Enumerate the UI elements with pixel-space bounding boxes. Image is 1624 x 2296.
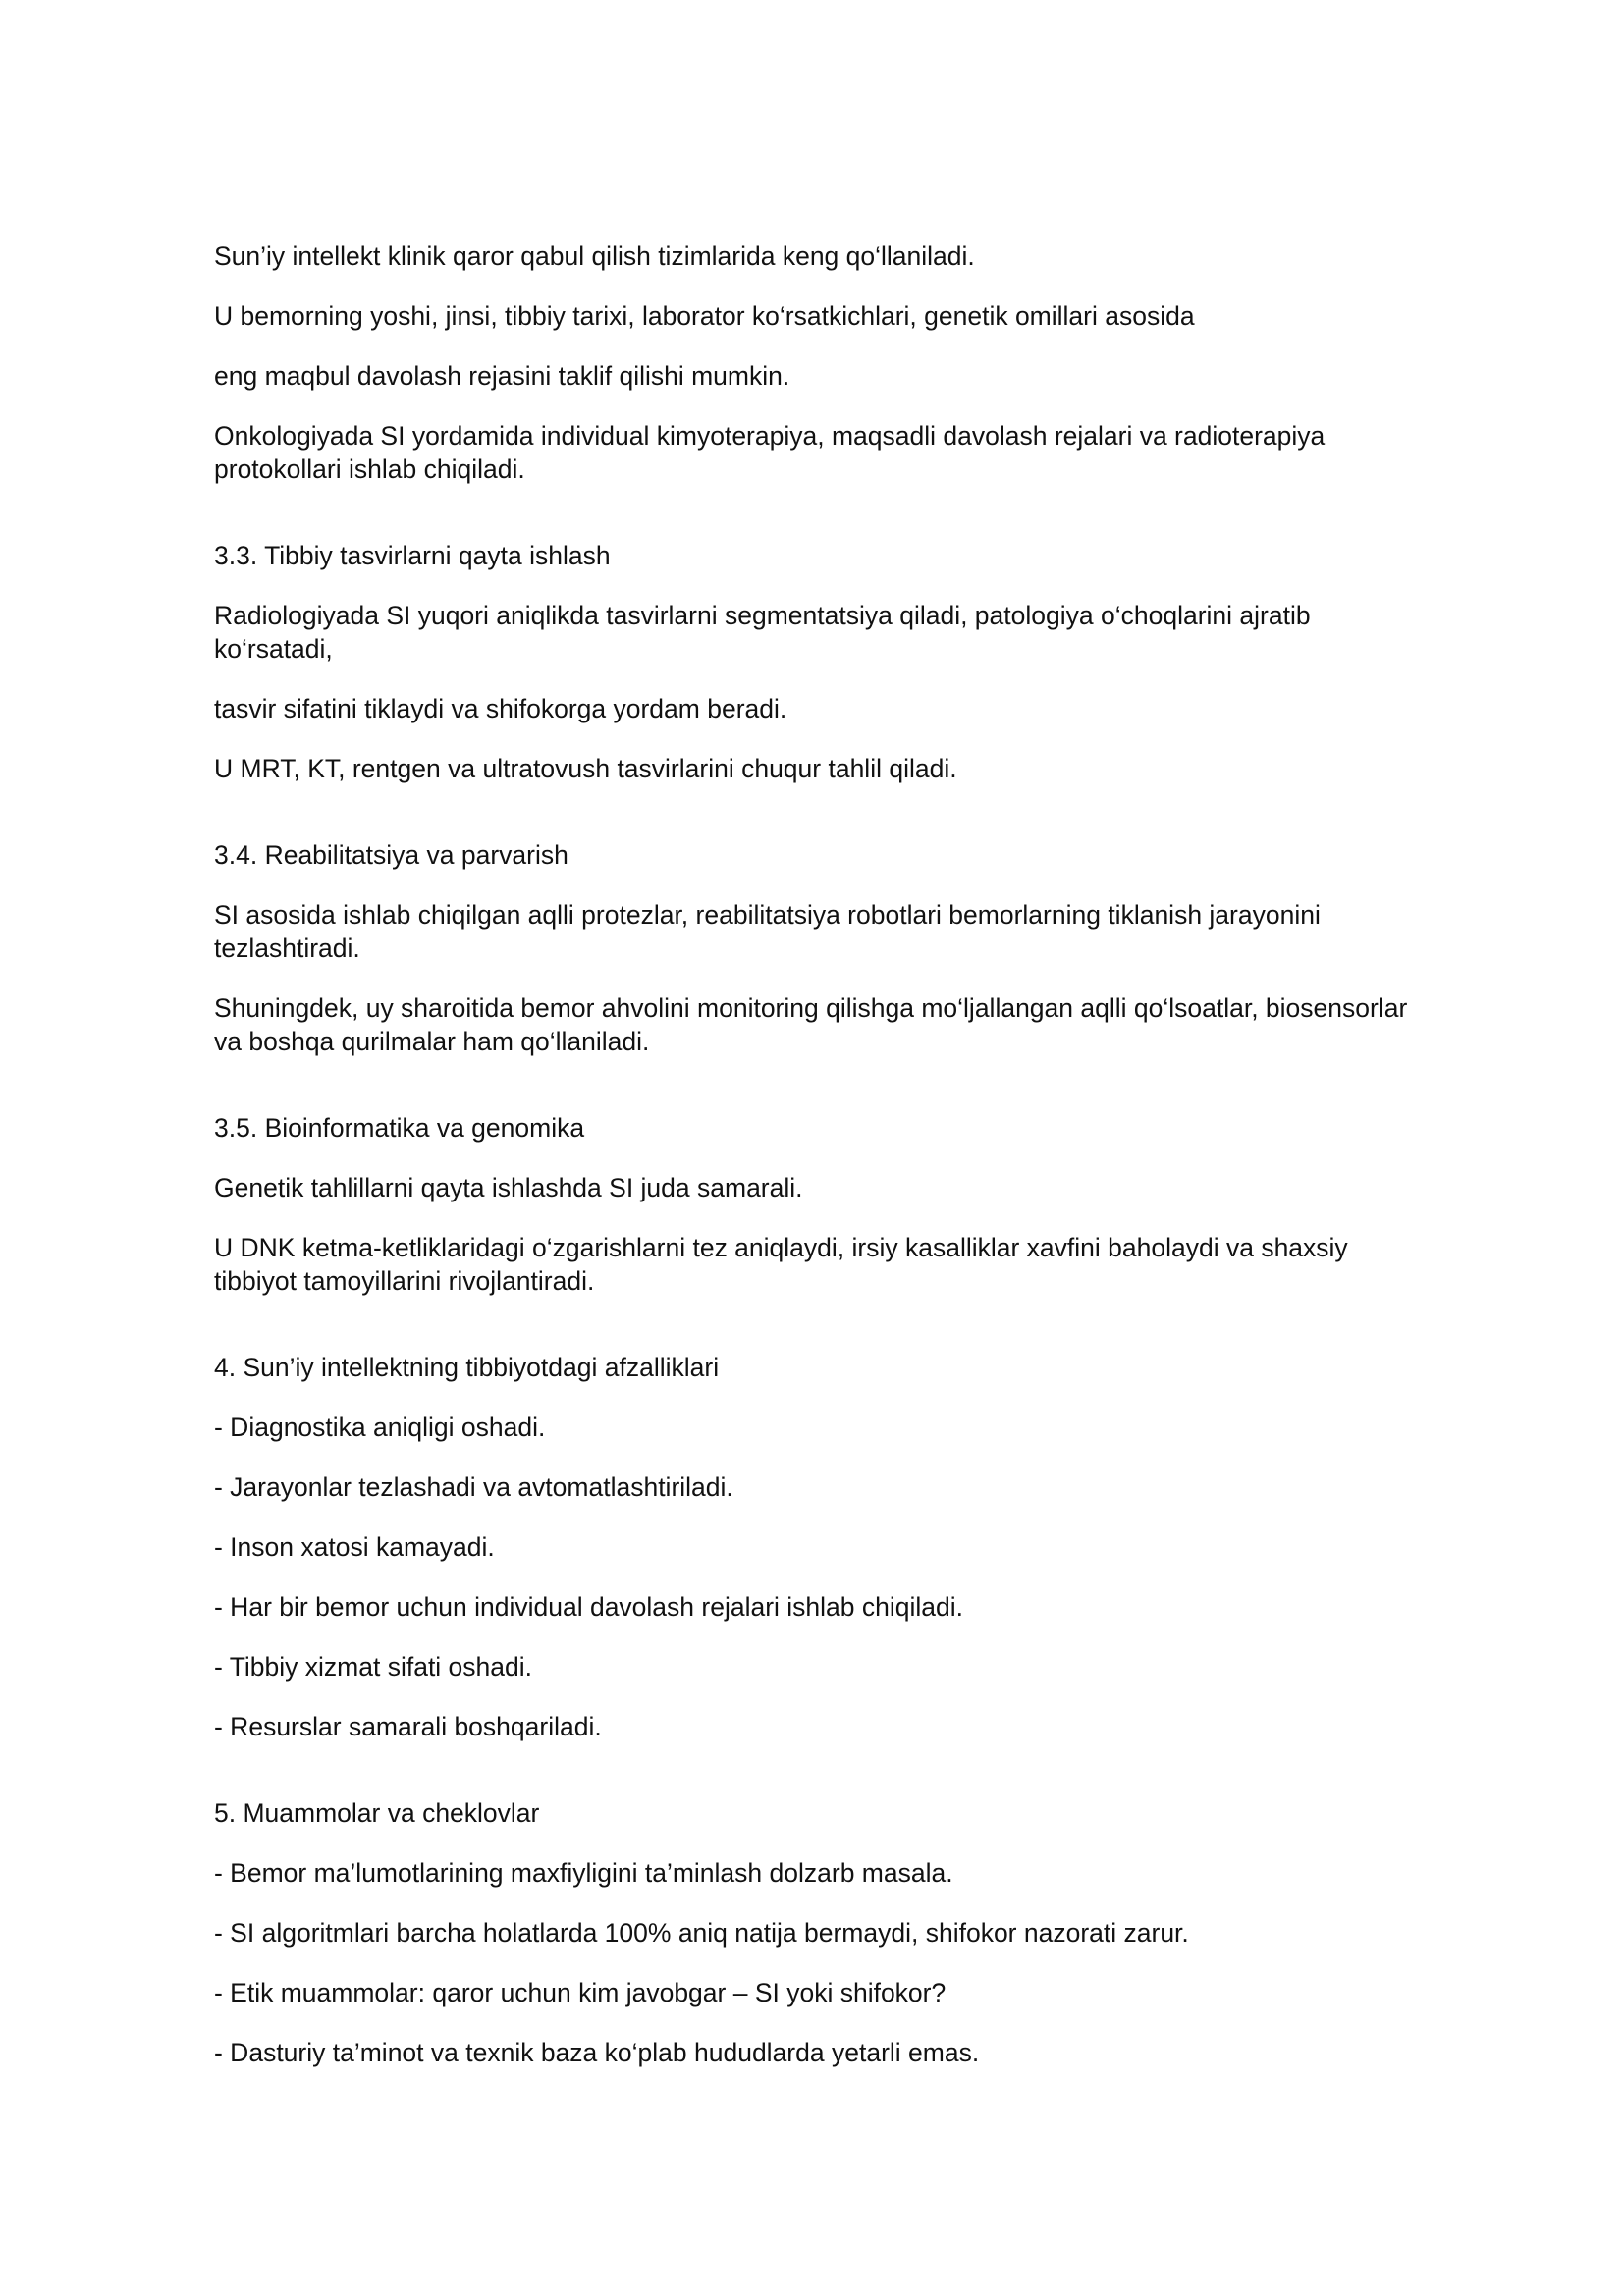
document-page xyxy=(214,240,1432,2096)
list-item-advantage: - Resurslar samarali boshqariladi. xyxy=(214,1712,602,1741)
section-heading-3-4: 3.4. Reabilitatsiya va parvarish xyxy=(214,840,568,870)
list-item-problem: - Dasturiy ta’minot va texnik baza ko‘plab hududlarda yetarli emas. xyxy=(214,2038,980,2067)
paragraph-genetics: Genetik tahlillarni qayta ishlashda SI juda samarali. xyxy=(214,1173,803,1202)
list-item-problem: - Bemor ma’lumotlarining maxfiyligini ta’minlash dolzarb masala. xyxy=(214,1858,953,1888)
paragraph-patient-factors: U bemorning yoshi, jinsi, tibbiy tarixi, laborator ko‘rsatkichlari, genetik omillari asosida xyxy=(214,301,1195,331)
list-item-problem: - SI algoritmlari barcha holatlarda 100% aniq natija bermaydi, shifokor nazorati zarur. xyxy=(214,1918,1189,1948)
paragraph-dna: U DNK ketma-ketliklaridagi o‘zgarishlarni tez aniqlaydi, irsiy kasalliklar xavfini baholaydi va shaxsiy tibbiyot tamoyillarini rivojlantiradi. xyxy=(214,1233,1348,1296)
paragraph-prostheses: SI asosida ishlab chiqilgan aqlli protezlar, reabilitatsiya robotlari bemorlarning tiklanish jarayonini tezlashtiradi. xyxy=(214,900,1321,963)
list-item-advantage: - Inson xatosi kamayadi. xyxy=(214,1532,495,1562)
paragraph-treatment-plan: eng maqbul davolash rejasini taklif qilishi mumkin. xyxy=(214,361,790,391)
paragraph-oncology: Onkologiyada SI yordamida individual kimyoterapiya, maqsadli davolash rejalari va radioterapiya protokollari ishlab chiqiladi. xyxy=(214,421,1326,484)
list-item-advantage: - Har bir bemor uchun individual davolash rejalari ishlab chiqiladi. xyxy=(214,1592,964,1622)
paragraph-image-quality: tasvir sifatini tiklaydi va shifokorga yordam beradi. xyxy=(214,694,787,723)
section-heading-5: 5. Muammolar va cheklovlar xyxy=(214,1798,540,1828)
section-heading-3-3: 3.3. Tibbiy tasvirlarni qayta ishlash xyxy=(214,541,611,570)
list-item-advantage: - Diagnostika aniqligi oshadi. xyxy=(214,1413,546,1442)
list-item-advantage: - Jarayonlar tezlashadi va avtomatlashtiriladi. xyxy=(214,1472,733,1502)
paragraph-image-analysis: U MRT, KT, rentgen va ultratovush tasvirlarini chuqur tahlil qiladi. xyxy=(214,754,957,783)
section-heading-3-5: 3.5. Bioinformatika va genomika xyxy=(214,1113,585,1143)
list-item-problem: - Etik muammolar: qaror uchun kim javobgar – SI yoki shifokor? xyxy=(214,1978,947,2007)
section-heading-4: 4. Sun’iy intellektning tibbiyotdagi afzalliklari xyxy=(214,1353,720,1382)
list-item-advantage: - Tibbiy xizmat sifati oshadi. xyxy=(214,1652,533,1682)
paragraph-radiology: Radiologiyada SI yuqori aniqlikda tasvirlarni segmentatsiya qiladi, patologiya o‘choqlarini ajratib ko‘rsatadi, xyxy=(214,601,1311,664)
paragraph-clinical-decision: Sun’iy intellekt klinik qaror qabul qilish tizimlarida keng qo‘llaniladi. xyxy=(214,241,975,271)
paragraph-home-monitoring: Shuningdek, uy sharoitida bemor ahvolini monitoring qilishga mo‘ljallangan aqlli qo‘lsoatlar, biosensorlar va boshqa qurilmalar ham qo‘llaniladi. xyxy=(214,993,1408,1056)
